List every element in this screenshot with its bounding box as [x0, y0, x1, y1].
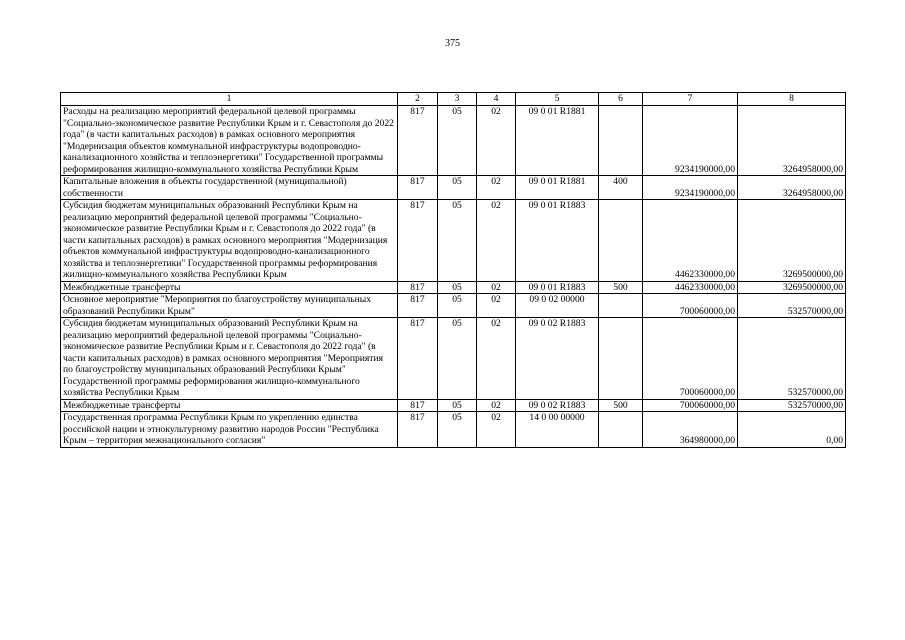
table-row	[61, 412, 846, 448]
row-col2-code: 817	[398, 176, 438, 200]
column-header: 4	[477, 93, 516, 106]
row-col2-code: 817	[398, 294, 438, 318]
row-col8-amount: 3269500000,00	[738, 281, 846, 294]
row-col2-code: 817	[398, 318, 438, 400]
table-row	[61, 106, 846, 176]
row-col8-amount: 3264958000,00	[738, 176, 846, 200]
row-col5-code: 09 0 02 R1883	[516, 399, 599, 412]
row-col5-code: 14 0 00 00000	[516, 412, 599, 448]
column-header: 5	[516, 93, 599, 106]
row-col8-amount: 532570000,00	[738, 399, 846, 412]
row-col4-code: 02	[477, 412, 516, 448]
row-col6-code	[599, 106, 643, 176]
page-number: 375	[445, 38, 460, 49]
row-col6-code: 500	[599, 281, 643, 294]
row-col6-code: 400	[599, 176, 643, 200]
row-col2-code: 817	[398, 412, 438, 448]
row-col5-code: 09 0 01 R1881	[516, 176, 599, 200]
row-col2-code: 817	[398, 106, 438, 176]
row-col6-code	[599, 412, 643, 448]
row-col7-amount: 700060000,00	[643, 294, 738, 318]
row-col3-code: 05	[438, 318, 477, 400]
row-col4-code: 02	[477, 106, 516, 176]
row-description: Расходы на реализацию мероприятий федеральной целевой программы "Социально-экономическое развитие Республики Крым и г. Севастополя до 2022 года" (в части капитальных расходов) в рамках основного мероприятия "Модернизация объектов коммунальной инфраструктуры водопроводно-канализационного хозяйства и теплоэнергетики" Государственной программы реформирования жилищно-коммунального хозяйства Республики Крым	[61, 106, 398, 176]
column-header: 8	[738, 93, 846, 106]
row-description: Основное мероприятие "Мероприятия по благоустройству муниципальных образований Республики Крым"	[61, 294, 398, 318]
row-col2-code: 817	[398, 399, 438, 412]
row-col4-code: 02	[477, 318, 516, 400]
column-header: 7	[643, 93, 738, 106]
row-col7-amount: 4462330000,00	[643, 281, 738, 294]
row-col5-code: 09 0 01 R1881	[516, 106, 599, 176]
row-col6-code: 500	[599, 399, 643, 412]
column-header: 2	[398, 93, 438, 106]
row-col7-amount: 700060000,00	[643, 318, 738, 400]
row-description: Капитальные вложения в объекты государственной (муниципальной) собственности	[61, 176, 398, 200]
table-row	[61, 176, 846, 200]
row-col8-amount: 3269500000,00	[738, 200, 846, 282]
table-row	[61, 200, 846, 282]
row-col4-code: 02	[477, 281, 516, 294]
row-description: Межбюджетные трансферты	[61, 399, 398, 412]
row-col5-code: 09 0 01 R1883	[516, 281, 599, 294]
row-col3-code: 05	[438, 106, 477, 176]
row-col6-code	[599, 200, 643, 282]
table-header-row	[61, 93, 846, 106]
row-col7-amount: 700060000,00	[643, 399, 738, 412]
row-col8-amount: 3264958000,00	[738, 106, 846, 176]
budget-table	[60, 92, 846, 448]
row-col7-amount: 9234190000,00	[643, 176, 738, 200]
row-col7-amount: 364980000,00	[643, 412, 738, 448]
row-col4-code: 02	[477, 200, 516, 282]
row-col3-code: 05	[438, 281, 477, 294]
column-header: 1	[61, 93, 398, 106]
row-col4-code: 02	[477, 176, 516, 200]
table-body	[61, 93, 846, 448]
column-header: 6	[599, 93, 643, 106]
column-header: 3	[438, 93, 477, 106]
row-col3-code: 05	[438, 200, 477, 282]
row-col2-code: 817	[398, 200, 438, 282]
row-col8-amount: 532570000,00	[738, 318, 846, 400]
row-description: Субсидия бюджетам муниципальных образований Республики Крым на реализацию мероприятий федеральной целевой программы "Социально-экономическое развитие Республики Крым и г. Севастополя до 2022 года" (в части капитальных расходов) в рамках основного мероприятия "Мероприятия по благоустройству муниципальных образований Республики Крым" Государственной программы реформирования жилищно-коммунального хозяйства Республики Крым	[61, 318, 398, 400]
row-col7-amount: 4462330000,00	[643, 200, 738, 282]
row-col3-code: 05	[438, 399, 477, 412]
row-description: Субсидия бюджетам муниципальных образований Республики Крым на реализацию мероприятий федеральной целевой программы "Социально-экономическое развитие Республики Крым и г. Севастополя до 2022 года" (в части капитальных расходов) в рамках основного мероприятия "Модернизация объектов коммунальной инфраструктуры водопроводно-канализационного хозяйства и теплоэнергетики" Государственной программы реформирования жилищно-коммунального хозяйства Республики Крым	[61, 200, 398, 282]
table-row	[61, 281, 846, 294]
row-col8-amount: 0,00	[738, 412, 846, 448]
row-col5-code: 09 0 02 R1883	[516, 318, 599, 400]
table-row	[61, 318, 846, 400]
row-col5-code: 09 0 01 R1883	[516, 200, 599, 282]
row-description: Государственная программа Республики Крым по укреплению единства российской нации и этнокультурному развитию народов России "Республика Крым – территория межнационального согласия"	[61, 412, 398, 448]
row-description: Межбюджетные трансферты	[61, 281, 398, 294]
row-col4-code: 02	[477, 294, 516, 318]
table-row	[61, 399, 846, 412]
row-col6-code	[599, 294, 643, 318]
row-col5-code: 09 0 02 00000	[516, 294, 599, 318]
row-col7-amount: 9234190000,00	[643, 106, 738, 176]
row-col2-code: 817	[398, 281, 438, 294]
row-col3-code: 05	[438, 294, 477, 318]
row-col6-code	[599, 318, 643, 400]
row-col4-code: 02	[477, 399, 516, 412]
row-col3-code: 05	[438, 176, 477, 200]
table-row	[61, 294, 846, 318]
row-col3-code: 05	[438, 412, 477, 448]
row-col8-amount: 532570000,00	[738, 294, 846, 318]
